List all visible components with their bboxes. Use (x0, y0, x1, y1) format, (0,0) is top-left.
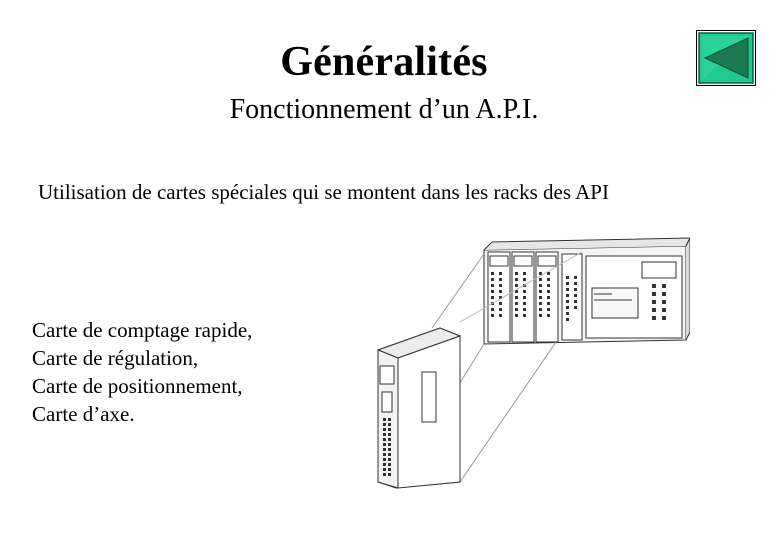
list-item: Carte de positionnement, (32, 374, 243, 398)
slide-subtitle: Fonctionnement d’un A.P.I. (229, 94, 539, 125)
triangle-left-icon (696, 30, 756, 86)
list-item: Carte de comptage rapide, (32, 318, 253, 342)
list-item: Carte de régulation, (32, 346, 199, 370)
card-list (32, 316, 252, 428)
slide-title: Généralités (280, 39, 488, 85)
intro-text: Utilisation de cartes spéciales qui se montent dans les racks des API (38, 180, 609, 204)
plc-rack-drawing (356, 232, 690, 490)
list-item: Carte d’axe. (32, 402, 135, 426)
back-button[interactable] (696, 30, 756, 86)
plc-rack-illustration (356, 232, 690, 490)
